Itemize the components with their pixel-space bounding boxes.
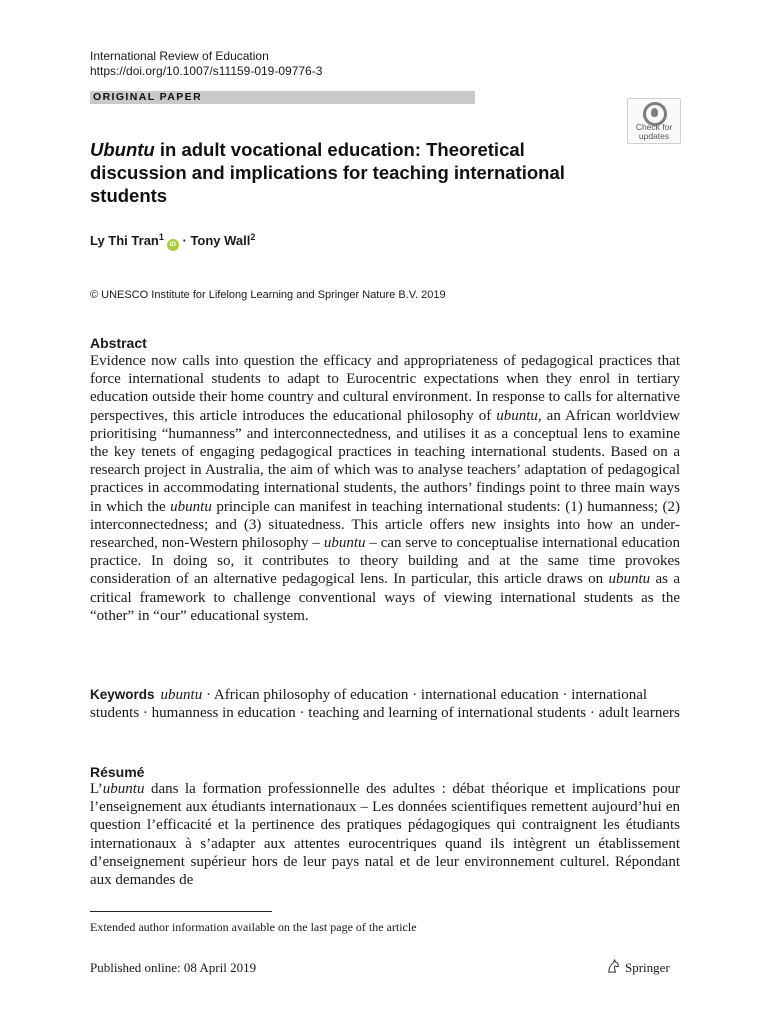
keywords-rest: · African philosophy of education · international education · international students · humanness in education · teaching and learning of international students · adult learners bbox=[90, 687, 680, 722]
author-1[interactable]: Ly Thi Tran bbox=[90, 233, 159, 248]
published-date: Published online: 08 April 2019 bbox=[90, 960, 257, 975]
article-type-band bbox=[90, 91, 475, 104]
keywords bbox=[90, 686, 680, 723]
resume-text: L’ubuntu dans la formation professionnelle des adultes : débat théorique et implications pour l’enseignement aux étudiants internationaux – Les données scientifiques remettent aujourd’hui en question l’efficacité et la pertinence des pratiques pédagogiques qui contraignent les étudiants internationaux à s’adapter aux attentes eurocentriques quand ils intègrent un établissement d’enseignement supérieur hors de leur pays natal et de leur environnement culturel. Répondant aux demandes de bbox=[90, 781, 680, 889]
check-updates-text: Check for updates bbox=[635, 122, 673, 141]
check-for-updates-badge[interactable] bbox=[627, 98, 681, 144]
resume-heading: Résumé bbox=[90, 764, 145, 780]
springer-horse-icon bbox=[606, 959, 621, 974]
publisher-logo[interactable] bbox=[606, 959, 670, 976]
copyright-line: © UNESCO Institute for Lifelong Learning and Springer Nature B.V. 2019 bbox=[90, 289, 446, 301]
title-italic: Ubuntu bbox=[90, 139, 155, 160]
footnote: Extended author information available on the last page of the article bbox=[90, 920, 417, 934]
abstract-heading: Abstract bbox=[90, 335, 147, 351]
author-separator: · bbox=[178, 233, 191, 248]
orcid-icon[interactable]: iD bbox=[167, 239, 179, 251]
journal-name: International Review of Education bbox=[90, 49, 269, 63]
article-title bbox=[90, 138, 610, 207]
article-type: ORIGINAL PAPER bbox=[93, 91, 203, 103]
author-1-affiliation: 1 bbox=[158, 232, 164, 242]
footnote-divider bbox=[90, 911, 272, 912]
doi-link[interactable]: https://doi.org/10.1007/s11159-019-09776-3 bbox=[90, 64, 323, 78]
author-2[interactable]: Tony Wall bbox=[190, 233, 251, 248]
title-rest: in adult vocational education: Theoretical discussion and implications for teaching international students bbox=[90, 139, 565, 206]
abstract-text: Evidence now calls into question the efficacy and appropriateness of pedagogical practices that force international students to adapt to Eurocentric expectations when they enrol in tertiary education outside their home country and cultural environment. In response to calls for alternative perspectives, this article introduces the educational philosophy of ubuntu, an African worldview prioritising “humanness” and interconnectedness, and utilises it as a conceptual lens to examine the key tenets of engaging pedagogical practices in teaching international students. Based on a research project in Australia, the aim of which was to analyse teachers’ adaptation of pedagogical practices in accommodating international students, the authors’ findings point to three main ways in which the ubuntu principle can manifest in teaching international students: (1) humanness; (2) interconnectedness; and (3) situatedness. This article offers new insights into how an under-researched, non-Western philosophy – ubuntu – can serve to conceptualise international education practice. In doing so, it contributes to theory building and at the same time provokes consideration of an alternative pedagogical lens. In particular, this article draws on ubuntu as a critical framework to challenge conventional ways of viewing international students as the “other” in “our” educational system. bbox=[90, 353, 681, 624]
keyword-first: ubuntu bbox=[160, 687, 203, 703]
journal-header bbox=[90, 49, 322, 79]
author-2-affiliation: 2 bbox=[250, 232, 256, 242]
keywords-label: Keywords bbox=[90, 687, 155, 702]
author-list bbox=[90, 232, 255, 251]
publisher-name: Springer bbox=[625, 960, 670, 975]
